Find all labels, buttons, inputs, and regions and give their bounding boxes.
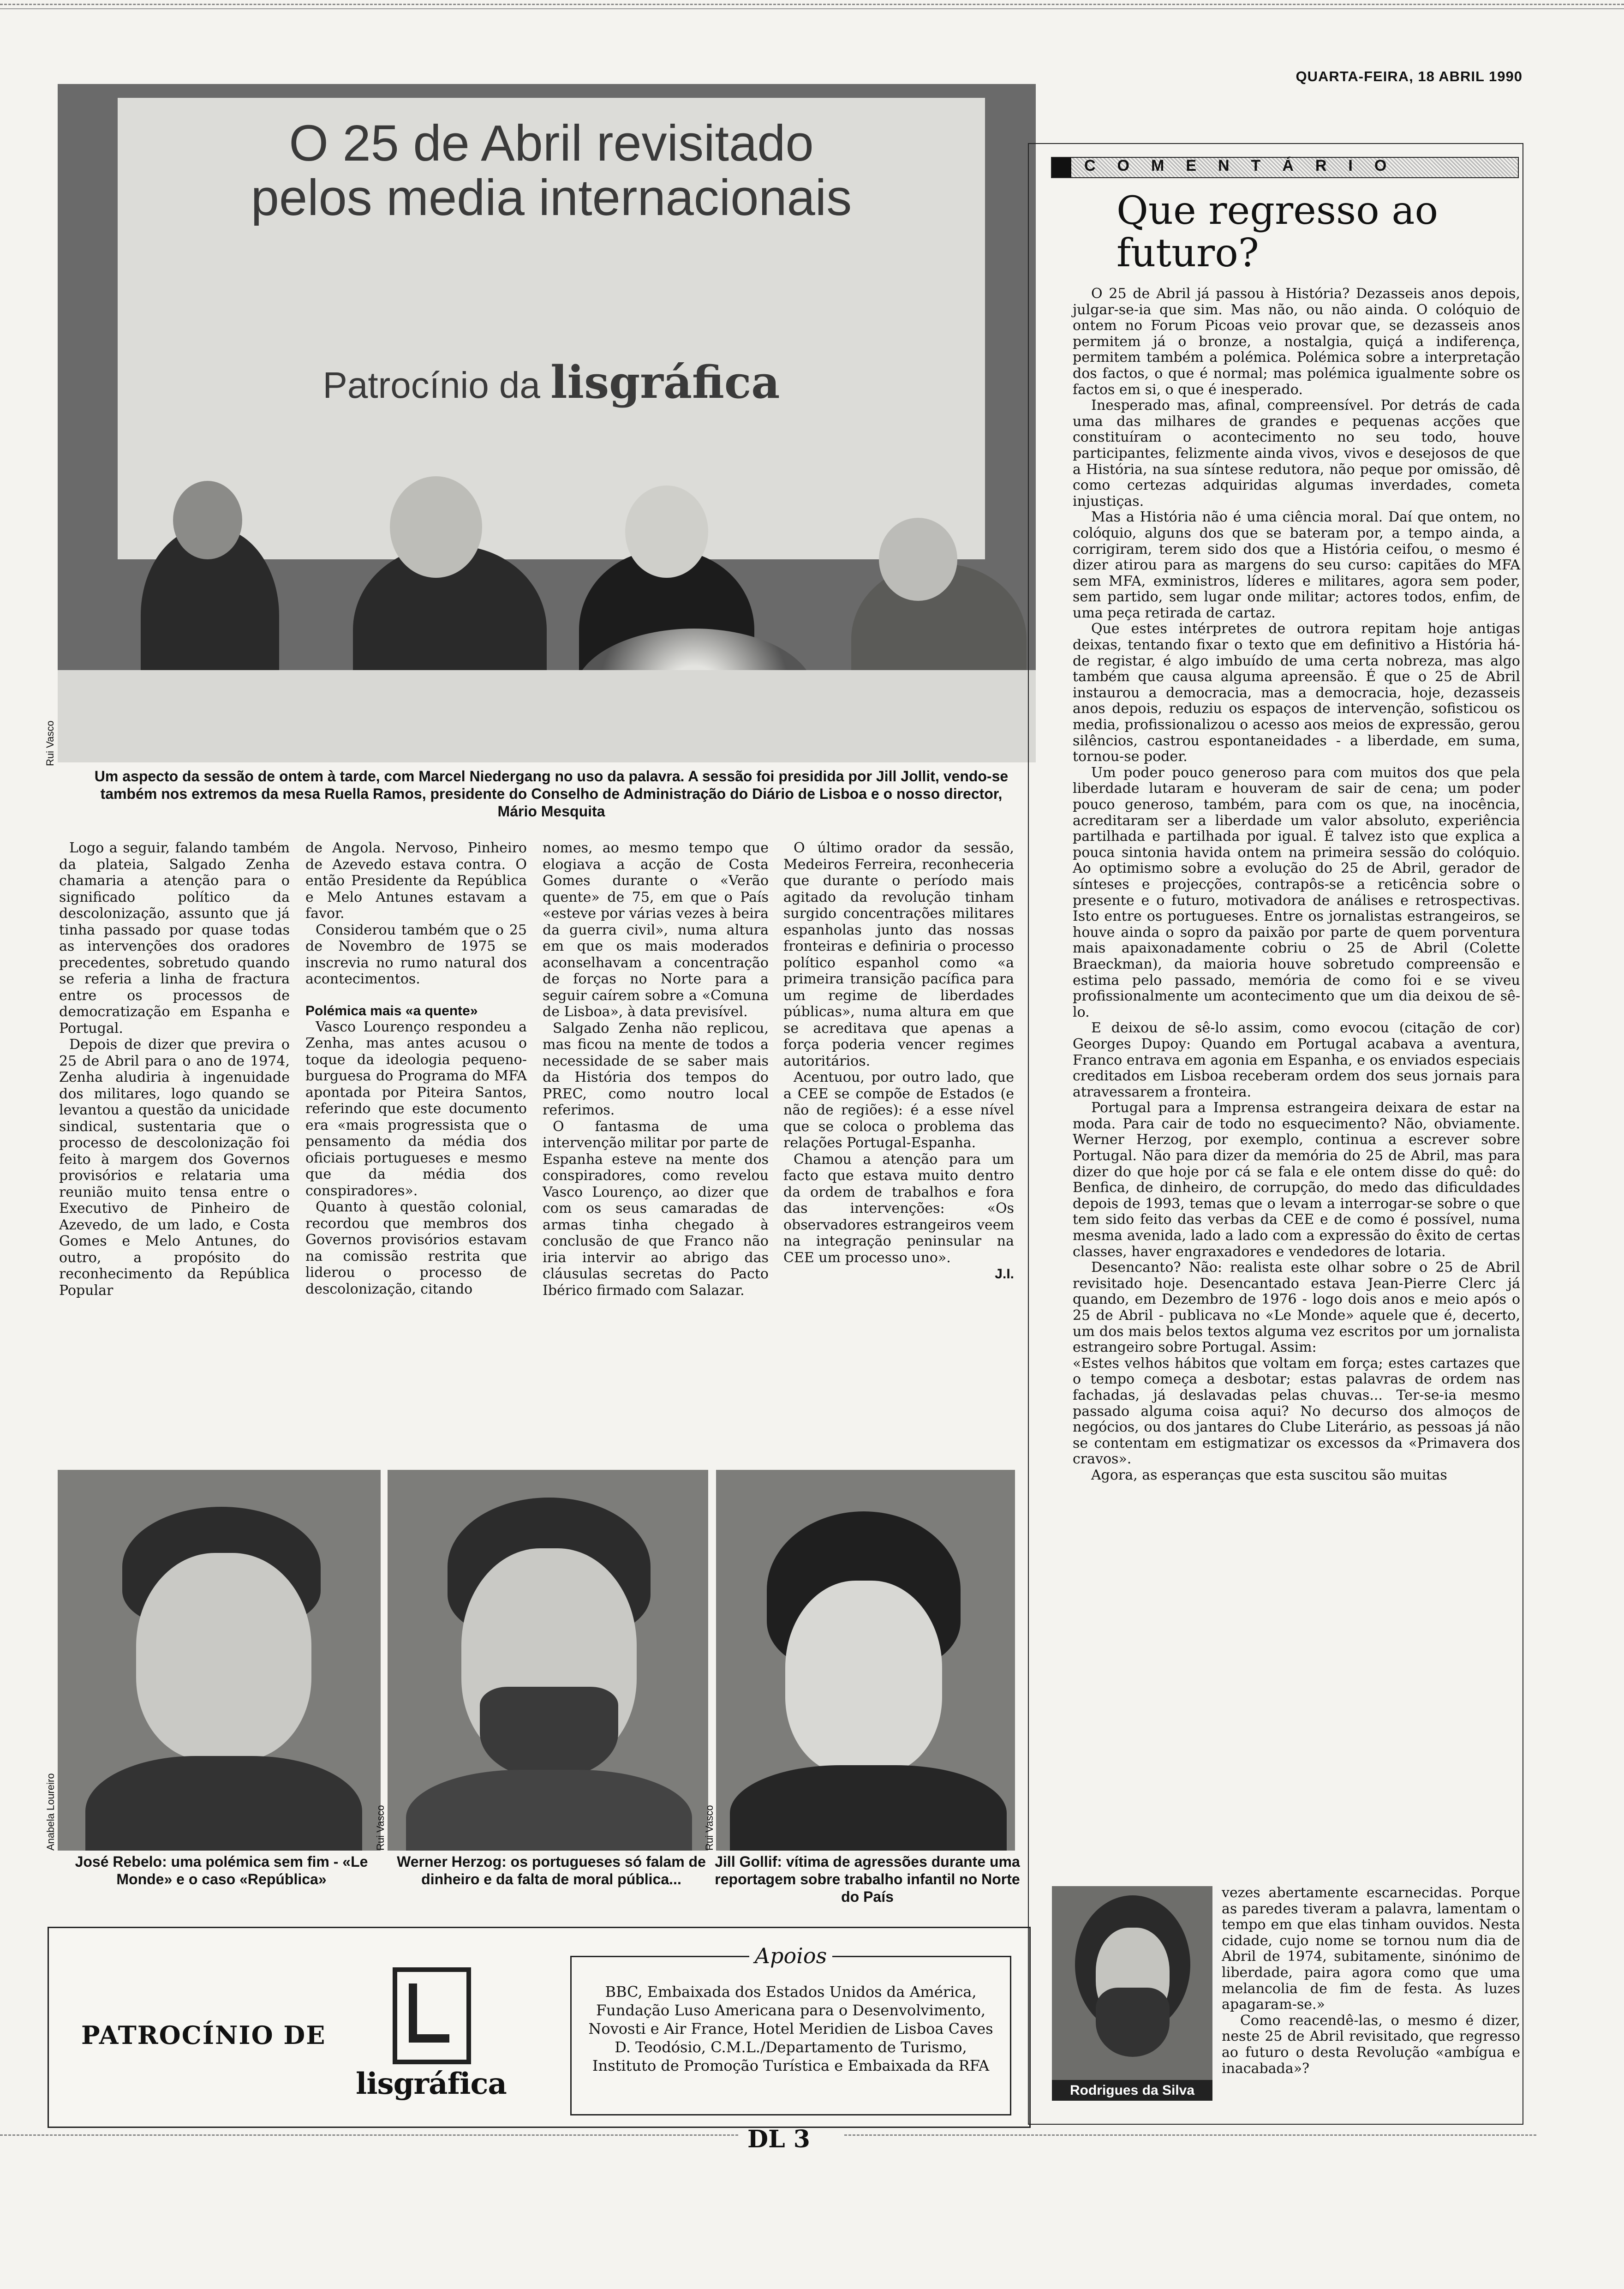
page-date: QUARTA-FEIRA, 18 ABRIL 1990 <box>1296 68 1522 84</box>
panelist-2-head <box>390 476 482 578</box>
comment-paragraph: vezes abertamente escarnecidas. Porque as paredes tiveram a palavra, lamentam o tempo em que elas tinham ouvidos. Nesta cidade, cujo nome se tornou num dia de Abril de 1974, subitamente, sinónimo de liberdade, paira agora como que uma melancolia de fim de festa. As luzes apagaram-se.» <box>1222 1885 1520 2013</box>
panel-table <box>58 670 1036 762</box>
portrait-beard <box>1096 1988 1170 2057</box>
banner-title <box>118 98 985 225</box>
jacket <box>85 1756 362 1851</box>
comment-title: Que regresso ao futuro? <box>1116 188 1439 276</box>
article-paragraph: Salgado Zenha não replicou, mas ficou na mente de todos a necessidade de se saber mais da História dos tempos do PREC, como noutro local referimos. <box>543 1020 769 1118</box>
photo-credit: Rui Vasco <box>375 1805 386 1851</box>
author-portrait <box>1052 1886 1212 2101</box>
photo-werner-herzog <box>388 1470 708 1851</box>
page-number-mark: DL 3 <box>747 2125 810 2153</box>
article-signature: J.I. <box>995 1266 1014 1282</box>
beard <box>480 1687 618 1779</box>
portrait-caption: Rodrigues da Silva <box>1052 2080 1212 2101</box>
article-paragraph: Quanto à questão colonial, recordou que membros dos Governos provisórios estavam na comissão restrita que liderou o processo de descolonização, citando <box>305 1199 527 1297</box>
comment-paragraph: Inesperado mas, afinal, compreensível. Por detrás de cada uma das milhares de grandes e pequenas acções que constituíram o acontecimento no seu todo, houve participantes, felizmente ainda vivos, vivos e desejosos de que a História, na sua síntese redutora, não peque por omissão, dê como certezas adquiridas algumas inverdades, cometa injustiças. <box>1073 397 1520 509</box>
comment-label: COMENTÁRIO <box>1084 157 1409 174</box>
article-col-1 <box>59 840 290 1299</box>
comment-paragraph: Como reacendê-las, o mesmo é dizer, neste 25 de Abril revisitado, que regresso ao futuro o desta Revolução «ambígua e inacabada»? <box>1222 2012 1520 2077</box>
apoios-text: BBC, Embaixada dos Estados Unidos da América, Fundação Luso Americana para o Desenvolvimento, Novosti e Air France, Hotel Meridien de Lisboa Caves D. Teodósio, C.M.L./Departamento de Turismo, Instituto de Promoção Turística e Embaixada da RFA <box>588 1983 993 2074</box>
photo-caption: José Rebelo: uma polémica sem fim - «Le Monde» e o caso «República» <box>75 1853 368 1888</box>
comment-paragraph: Portugal para a Imprensa estrangeira deixara de estar na moda. Para cair de todo no esquecimento? Não, obviamente. Werner Herzog, por exemplo, continua a escrever sobre Portugal. Não para dizer da memória do 25 de Abril, mas para dizer do que hoje por cá se fala e ele ontem disse do quê: do Benfica, de dinheiro, de corrupção, do medo das dificuldades depois de 1993, temas que o levam a interrogar-se sobre o que tem sido feito das verbas da CEE e de como é possível, numa mesma avenida, lado a lado com a expressão do êxito de certas classes, haver engraxadores e vendedores de lotaria. <box>1073 1100 1520 1260</box>
banner-sponsor-label: Patrocínio da <box>322 365 540 406</box>
comment-paragraph: Mas a História não é uma ciência moral. Daí que ontem, no colóquio, alguns dos que se bateram por, a tempo ainda, a corrigiram, terem sido dos que a História ceifou, o mesmo é dizer atirou para as margens do seu curso: capitães do MFA sem MFA, exministros, líderes e militares, agora sem poder, sem partido, sem lugar onde militar; actores todos, enfim, de uma peça retirada de cartaz. <box>1073 509 1520 621</box>
photo-jill-gollif <box>716 1470 1015 1851</box>
article-paragraph: Chamou a atenção para um facto que estava muito dentro da ordem de trabalhos e fora das intervenções: «Os observadores estrangeiros veem na integração peninsular na CEE um processo uno». <box>783 1151 1014 1266</box>
apoios-title <box>572 1943 1010 1968</box>
article-subhead: Polémica mais «a quente» <box>305 1003 478 1019</box>
comment-paragraph: Que estes intérpretes de outrora repitam hoje antigas deixas, tentando fixar o texto que em definitivo a História há-de registar, é algo imbuído de uma certa nobreza, mas algo também que causa alguma apreensão. É que o 25 de Abril instaurou a democracia, mas a democracia, hoje, dezasseis anos depois, reduziu os espaços de intervenção, sofisticou os media, profissionalizou o acesso aos meios de expressão, gerou silêncios, castrou espontaneidades - a liberdade, em suma, tornou-se poder. <box>1073 621 1520 765</box>
article-col-3 <box>543 840 769 1299</box>
face <box>785 1581 942 1774</box>
face <box>136 1553 311 1761</box>
article-col-4 <box>783 840 1014 1282</box>
footer-rule-left <box>0 2134 738 2136</box>
article-paragraph: de Angola. Nervoso, Pinheiro de Azevedo estava contra. O então Presidente da República e Melo Antunes estavam a favor. <box>305 840 527 922</box>
photo-jose-rebelo <box>58 1470 381 1851</box>
comment-body <box>1073 286 1520 1484</box>
event-banner <box>118 98 985 559</box>
banner-line-1: O 25 de Abril revisitado <box>289 115 814 172</box>
panelist-4-head <box>879 518 957 601</box>
lisgrafica-logo-icon <box>393 1967 471 2064</box>
jacket <box>730 1765 1007 1851</box>
sponsorship-box <box>48 1927 1031 2128</box>
panelist-3-head <box>625 485 708 578</box>
top-rule-2 <box>0 8 1624 9</box>
sponsor-logo-text: lisgráfica <box>356 2067 507 2101</box>
panelist-1-head <box>173 481 242 559</box>
article-paragraph: Considerou também que o 25 de Novembro de 1975 se inscrevia no rumo natural dos acontecimentos. <box>305 922 527 987</box>
section-square-icon <box>1052 158 1071 177</box>
comment-paragraph: Desencanto? Não: realista este olhar sobre o 25 de Abril revisitado hoje. Desencantado estava Jean-Pierre Clerc já quando, em Dezembro de 1976 - logo dois anos e meio após o 25 de Abril - publicava no «Le Monde» aquele que é, decerto, um dos mais belos textos alguma vez escritos por um jornalista estrangeiro sobre Portugal. Assim: <box>1073 1259 1520 1356</box>
photo-credit: Rui Vasco <box>704 1805 715 1851</box>
comment-paragraph: O 25 de Abril já passou à História? Dezasseis anos depois, julgar-se-ia que sim. Mas não, ou não ainda. O colóquio de ontem no Forum Picoas veio provar que, se dezasseis anos permitem já o bronze, a nostalgia, quiçá a indiferença, permitem também a polémica. Polémica sobre a interpretação dos factos, o que é normal; mas polémica igualmente sobre os factos em si, o que é inesperado. <box>1073 286 1520 398</box>
jacket <box>406 1770 692 1851</box>
comment-quote: «Estes velhos hábitos que voltam em força; estes cartazes que o tempo começa a desbotar; estas palavras de ordem nas fachadas, já deslavadas pelas chuvas... Ter-se-ia mesmo passado alguma coisa aqui? No decurso dos almoços de negócios, ou dos jantares do Clube Literário, as pessoas já não se contentam em estigmatizar os excessos da «Primavera dos cravos». <box>1073 1355 1520 1468</box>
article-paragraph: Vasco Lourenço respondeu a Zenha, mas antes acusou o toque da ideologia pequeno-burguesa do Programa do MFA apontada por Piteira Santos, referindo que este documento era «mais progressista que o pensamento da média dos oficiais portugueses e mesmo que da média dos conspiradores». <box>305 1019 527 1199</box>
article-paragraph: Acentuou, por outro lado, que a CEE se compõe de Estados (e não de regiões): é a esse nível que se coloca o problema das relações Portugal-Espanha. <box>783 1069 1014 1151</box>
footer-rule-right <box>844 2134 1536 2136</box>
comment-label-bar <box>1051 157 1519 178</box>
top-rule <box>0 4 1624 5</box>
sponsor-label: PATROCÍNIO DE <box>81 2020 326 2050</box>
banner-line-2: pelos media internacionais <box>251 169 852 226</box>
article-paragraph: Logo a seguir, falando também da plateia, Salgado Zenha chamaria a atenção para o significado político da descolonização, assunto que já tinha passado por quase todas as intervenções dos oradores precedentes, sobretudo quando se referia a linha de fractura entre os processos de democratização em Espanha e Portugal. <box>59 840 290 1037</box>
comment-paragraph: Um poder pouco generoso para com muitos dos que pela liberdade lutaram e houveram de sair de cena; um poder pouco generoso, também, para com os que, na inocência, acreditaram ser a liberdade um valor absoluto, experiência partilhada e partilhada por igual. É talvez isto que explica a pouca sintonia havida ontem na primeira sessão do colóquio. Ao optimismo sobre a evolução do 25 de Abril, gerador de sínteses e projecções, contrapôs-se a reticência sobre o presente e o futuro, motivadora de análises e retrospectivas. Isto entre os portugueses. Entre os jornalistas estrangeiros, se houve ainda o sopro da paixão por parte de quem porventura mais apaixonadamente cobriu o 25 de Abril (Colette Braeckman), da maioria houve sobretudo compreensão e estima pelo passado, memória de como foi e se viveu profissionalmente um acontecimento que um dia deixou de sê-lo. <box>1073 764 1520 1020</box>
top-photo-caption: Um aspecto da sessão de ontem à tarde, com Marcel Niedergang no uso da palavra. A sessão foi presidida por Jill Jollit, vendo-se também nos extremos da mesa Ruella Ramos, presidente do Conselho de Administração do Diário de Lisboa e o nosso director, Mário Mesquita <box>94 768 1009 820</box>
session-photo <box>58 84 1036 762</box>
comment-paragraph: E deixou de sê-lo assim, como evocou (citação de cor) Georges Dupoy: Quando em Portugal acabava a aventura, Franco entrava em agonia em Espanha, e os enviados especiais creditados em Lisboa receberam ordem dos seus jornais para atravessarem a fronteira. <box>1073 1020 1520 1100</box>
article-col-2 <box>305 840 527 1297</box>
logo-mark <box>409 1983 449 2043</box>
article-paragraph: Depois de dizer que previra o 25 de Abril para o ano de 1974, Zenha aludiria à ingenuidade dos militares, logo quando se levantou a questão da unicidade sindical, sustentaria que o processo de descolonização foi feito à margem dos Governos provisórios e relataria uma reunião muito tensa entre o Executivo de Pinheiro de Azevedo, de um lado, e Costa Gomes e Melo Antunes, do outro, a propósito do reconhecimento da República Popular <box>59 1037 290 1299</box>
apoios-box <box>570 1943 1011 2115</box>
banner-sponsor <box>118 356 985 408</box>
photo-caption: Jill Gollif: vítima de agressões durante uma reportagem sobre trabalho infantil no Norte do País <box>715 1853 1020 1905</box>
article-paragraph: nomes, ao mesmo tempo que elogiava a acção de Costa Gomes durante o «Verão quente» de 75, em que o País «esteve por várias vezes à beira da guerra civil», numa altura em que os mais moderados aconselhavam a concentração de forças no Norte para a seguir caírem sobre a «Comuna de Lisboa», à data previsível. <box>543 840 769 1020</box>
apoios-title-text: Apoios <box>749 1943 832 1968</box>
top-photo-credit: Rui Vasco <box>44 720 56 766</box>
photo-credit: Anabela Loureiro <box>45 1773 56 1851</box>
photo-caption: Werner Herzog: os portugueses só falam de dinheiro e da falta de moral pública... <box>397 1853 706 1888</box>
article-paragraph: O fantasma de uma intervenção militar por parte de Espanha esteve na mente dos conspiradores, como revelou Vasco Lourenço, ao dizer que com os seus camaradas de armas tinha chegado à conclusão de que Franco não iria intervir ao abrigo das cláusulas secretas do Pacto Ibérico firmado com Salazar. <box>543 1118 769 1299</box>
comment-tail <box>1222 1885 1520 2077</box>
banner-sponsor-brand: lisgráfica <box>550 356 780 408</box>
article-paragraph: O último orador da sessão, Medeiros Ferreira, reconheceria que durante o período mais agitado da revolução tinham surgido concentrações militares espanholas junto das nossas fronteiras e definiria o processo político espanhol como «a primeira transição pacífica para um regime de liberdades públicas», numa altura em que se acreditava que apenas a força poderia vencer regimes autoritários. <box>783 840 1014 1069</box>
comment-quote-cont: Agora, as esperanças que esta suscitou são muitas <box>1091 1467 1447 1483</box>
